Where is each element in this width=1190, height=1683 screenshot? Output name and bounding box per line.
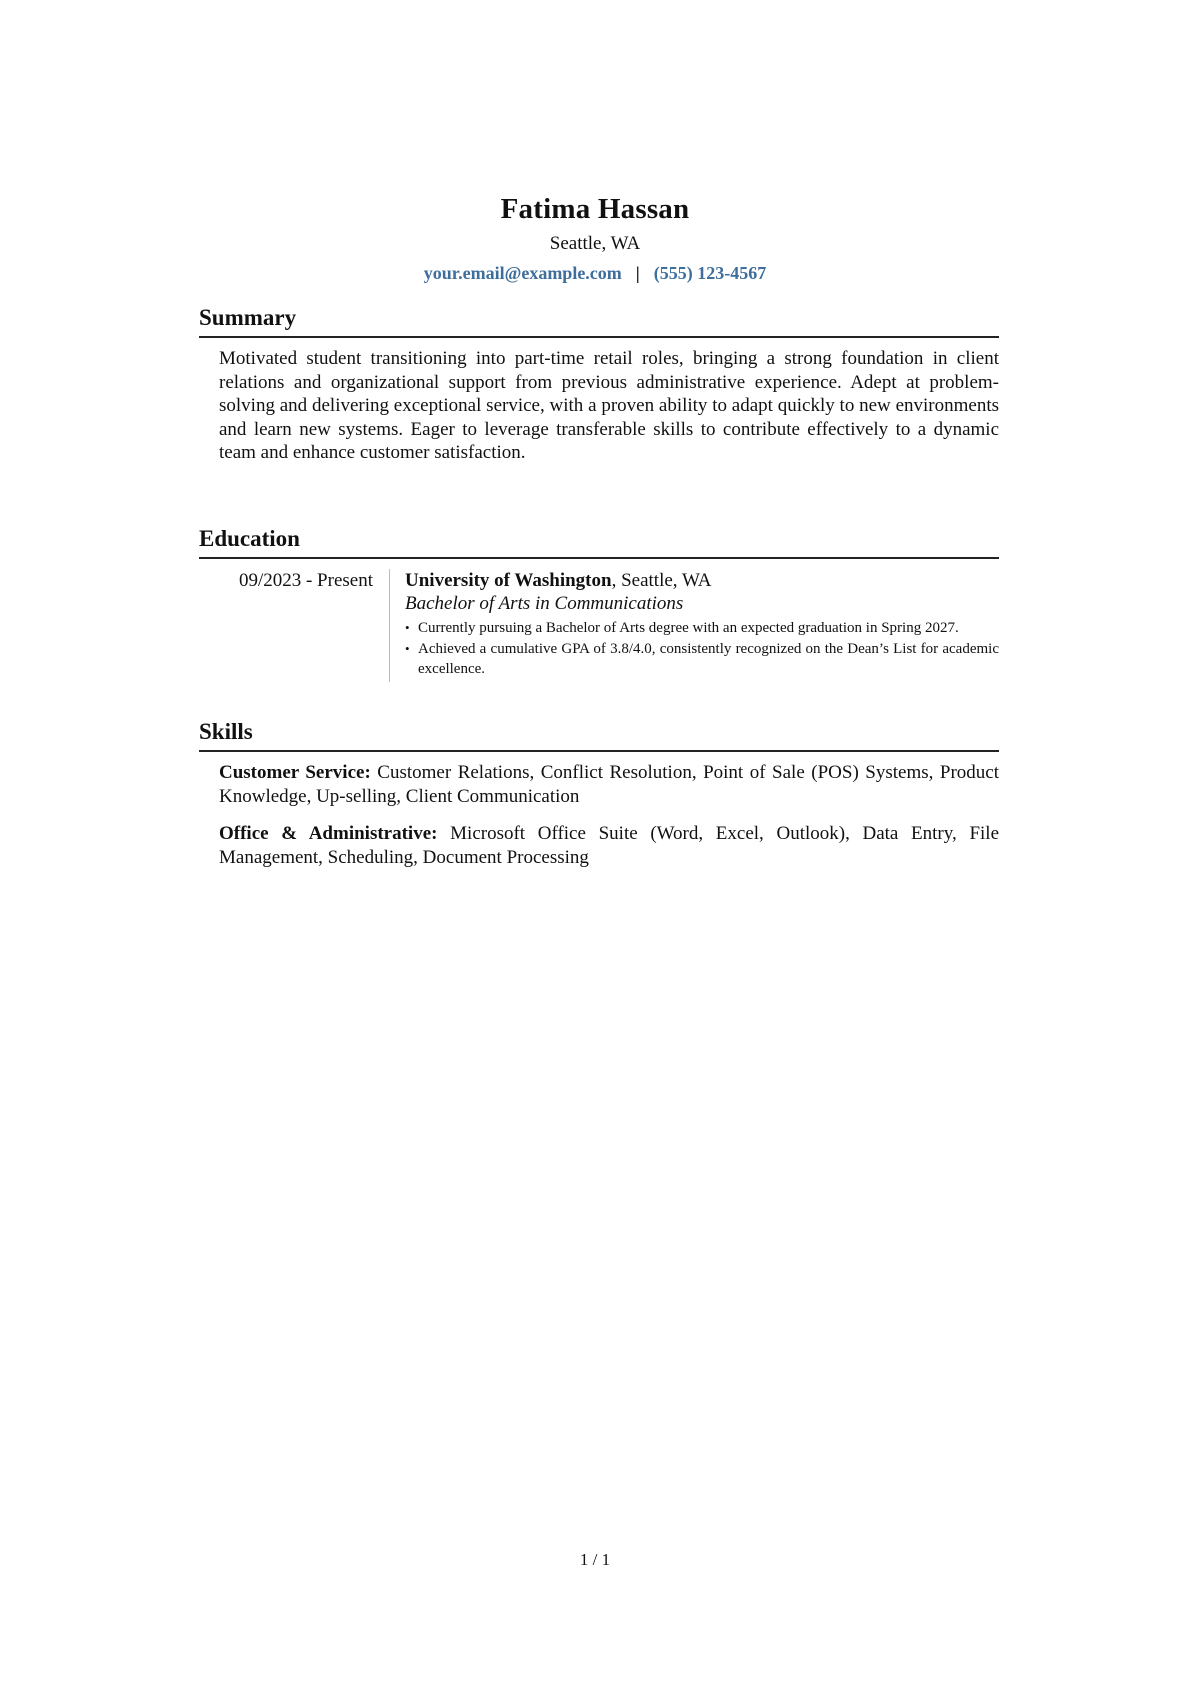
skill-group-label: Customer Service:: [219, 762, 371, 783]
education-detail: [389, 569, 999, 682]
education-bullet: • Achieved a cumulative GPA of 3.8/4.0, consistently recognized on the Dean’s List for academic excellence.: [405, 639, 999, 680]
education-entry: [199, 559, 999, 682]
education-section: [199, 524, 999, 682]
page-number: 1 / 1: [579, 1550, 611, 1569]
summary-section: [199, 303, 999, 465]
candidate-location: Seattle, WA: [549, 233, 641, 254]
summary-body: [199, 338, 999, 465]
skills-section: [199, 717, 999, 883]
education-heading: Education: [199, 524, 999, 559]
education-bullet-list: [405, 618, 999, 680]
skill-group-label: Office & Administrative:: [219, 823, 438, 844]
education-school-line: [405, 569, 999, 592]
education-school: University of Washington: [405, 570, 612, 591]
summary-heading: Summary: [199, 303, 999, 338]
skills-heading: Skills: [199, 717, 999, 752]
skill-group: [219, 822, 999, 869]
skill-group-items: Customer Relations, Conflict Resolution, Point of Sale (POS) Systems, Product Knowledge, Up-selling, Client Communication: [219, 762, 1000, 807]
education-school-location: , Seattle, WA: [611, 570, 712, 591]
email-link[interactable]: your.email@example.com: [423, 263, 622, 283]
candidate-name: Fatima Hassan: [500, 193, 690, 225]
education-degree: Bachelor of Arts in Communications: [405, 593, 684, 614]
skill-group: [219, 761, 999, 808]
summary-text: Motivated student transitioning into part-time retail roles, bringing a strong foundation in client relations and organizational support from previous administrative experience. Adept at problem-solving and delivering exceptional service, with a proven ability to adapt quickly to new environments and learn new systems. Eager to leverage transferable skills to contribute effectively to a dynamic team and enhance customer satisfaction.: [219, 348, 999, 463]
education-date: 09/2023 - Present: [238, 570, 373, 591]
skill-group-items: Microsoft Office Suite (Word, Excel, Outlook), Data Entry, File Management, Scheduling, Document Processing: [219, 823, 999, 868]
phone-link[interactable]: (555) 123-4567: [653, 263, 767, 283]
resume-header: [0, 190, 1190, 286]
skills-body: [199, 752, 999, 869]
education-bullet: • Currently pursuing a Bachelor of Arts degree with an expected graduation in Spring 2027.: [405, 618, 999, 639]
contact-separator: |: [635, 263, 640, 283]
contact-line: [0, 260, 1190, 286]
